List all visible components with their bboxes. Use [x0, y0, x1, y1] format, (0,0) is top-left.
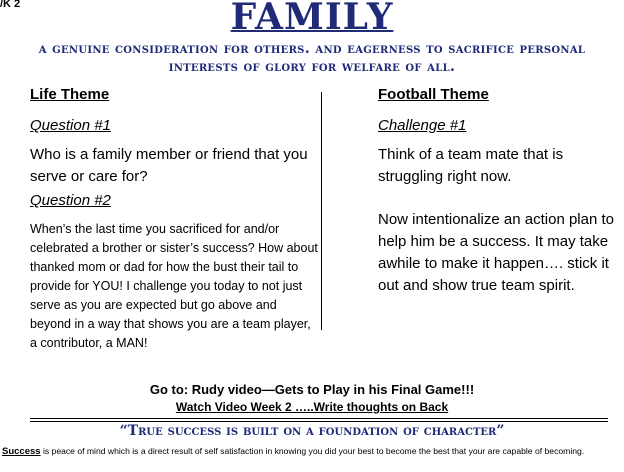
- column-divider: [321, 92, 322, 330]
- rule-bottom: [30, 421, 608, 422]
- question-1-label: Question #1: [30, 117, 111, 134]
- rule-top: [30, 418, 608, 419]
- character-quote: “True success is built on a foundation of character”: [119, 423, 505, 439]
- definition-text: a genuine consideration for others. and eagerness to sacrifice personal interests of glory for welfare of all.: [38, 40, 586, 75]
- football-theme-heading: Football Theme: [378, 86, 489, 103]
- success-keyword: Success: [2, 446, 41, 457]
- success-definition: [2, 446, 624, 457]
- watch-instruction: Watch Video Week 2 …..Write thoughts on Back: [175, 400, 449, 414]
- goto-text: : Rudy video—Gets to Play in his Final Game!!!: [183, 382, 475, 397]
- life-theme-heading: Life Theme: [30, 86, 110, 103]
- goto-line: [0, 382, 624, 397]
- corner-label: /K 2: [0, 0, 21, 10]
- challenge-1-action-text: Now intentionalize an action plan to help him be a success. It may take awhile to make it happen…. stick it out and show true team spirit.: [378, 211, 614, 294]
- question-2-label: Question #2: [30, 192, 111, 209]
- goto-label: Go to: [149, 382, 184, 397]
- challenge-1-label: Challenge #1: [378, 117, 467, 134]
- page-title: FAMILY: [230, 0, 394, 38]
- success-definition-text: is peace of mind which is a direct result of self satisfaction in knowing you did your best to become the best that your are capable of becoming.: [40, 446, 585, 456]
- challenge-1-text: Think of a team mate that is struggling right now.: [378, 146, 564, 185]
- question-1-text: Who is a family member or friend that you serve or care for?: [30, 146, 308, 185]
- question-2-text: When’s the last time you sacrificed for and/or celebrated a brother or sister’s success? How about thanked mom or dad for how the bust their tail to provide for YOU! I challenge you today to not just serve as you are expected but go above and beyond in a way that shows you are a team player, a contributor, a MAN!: [30, 222, 318, 350]
